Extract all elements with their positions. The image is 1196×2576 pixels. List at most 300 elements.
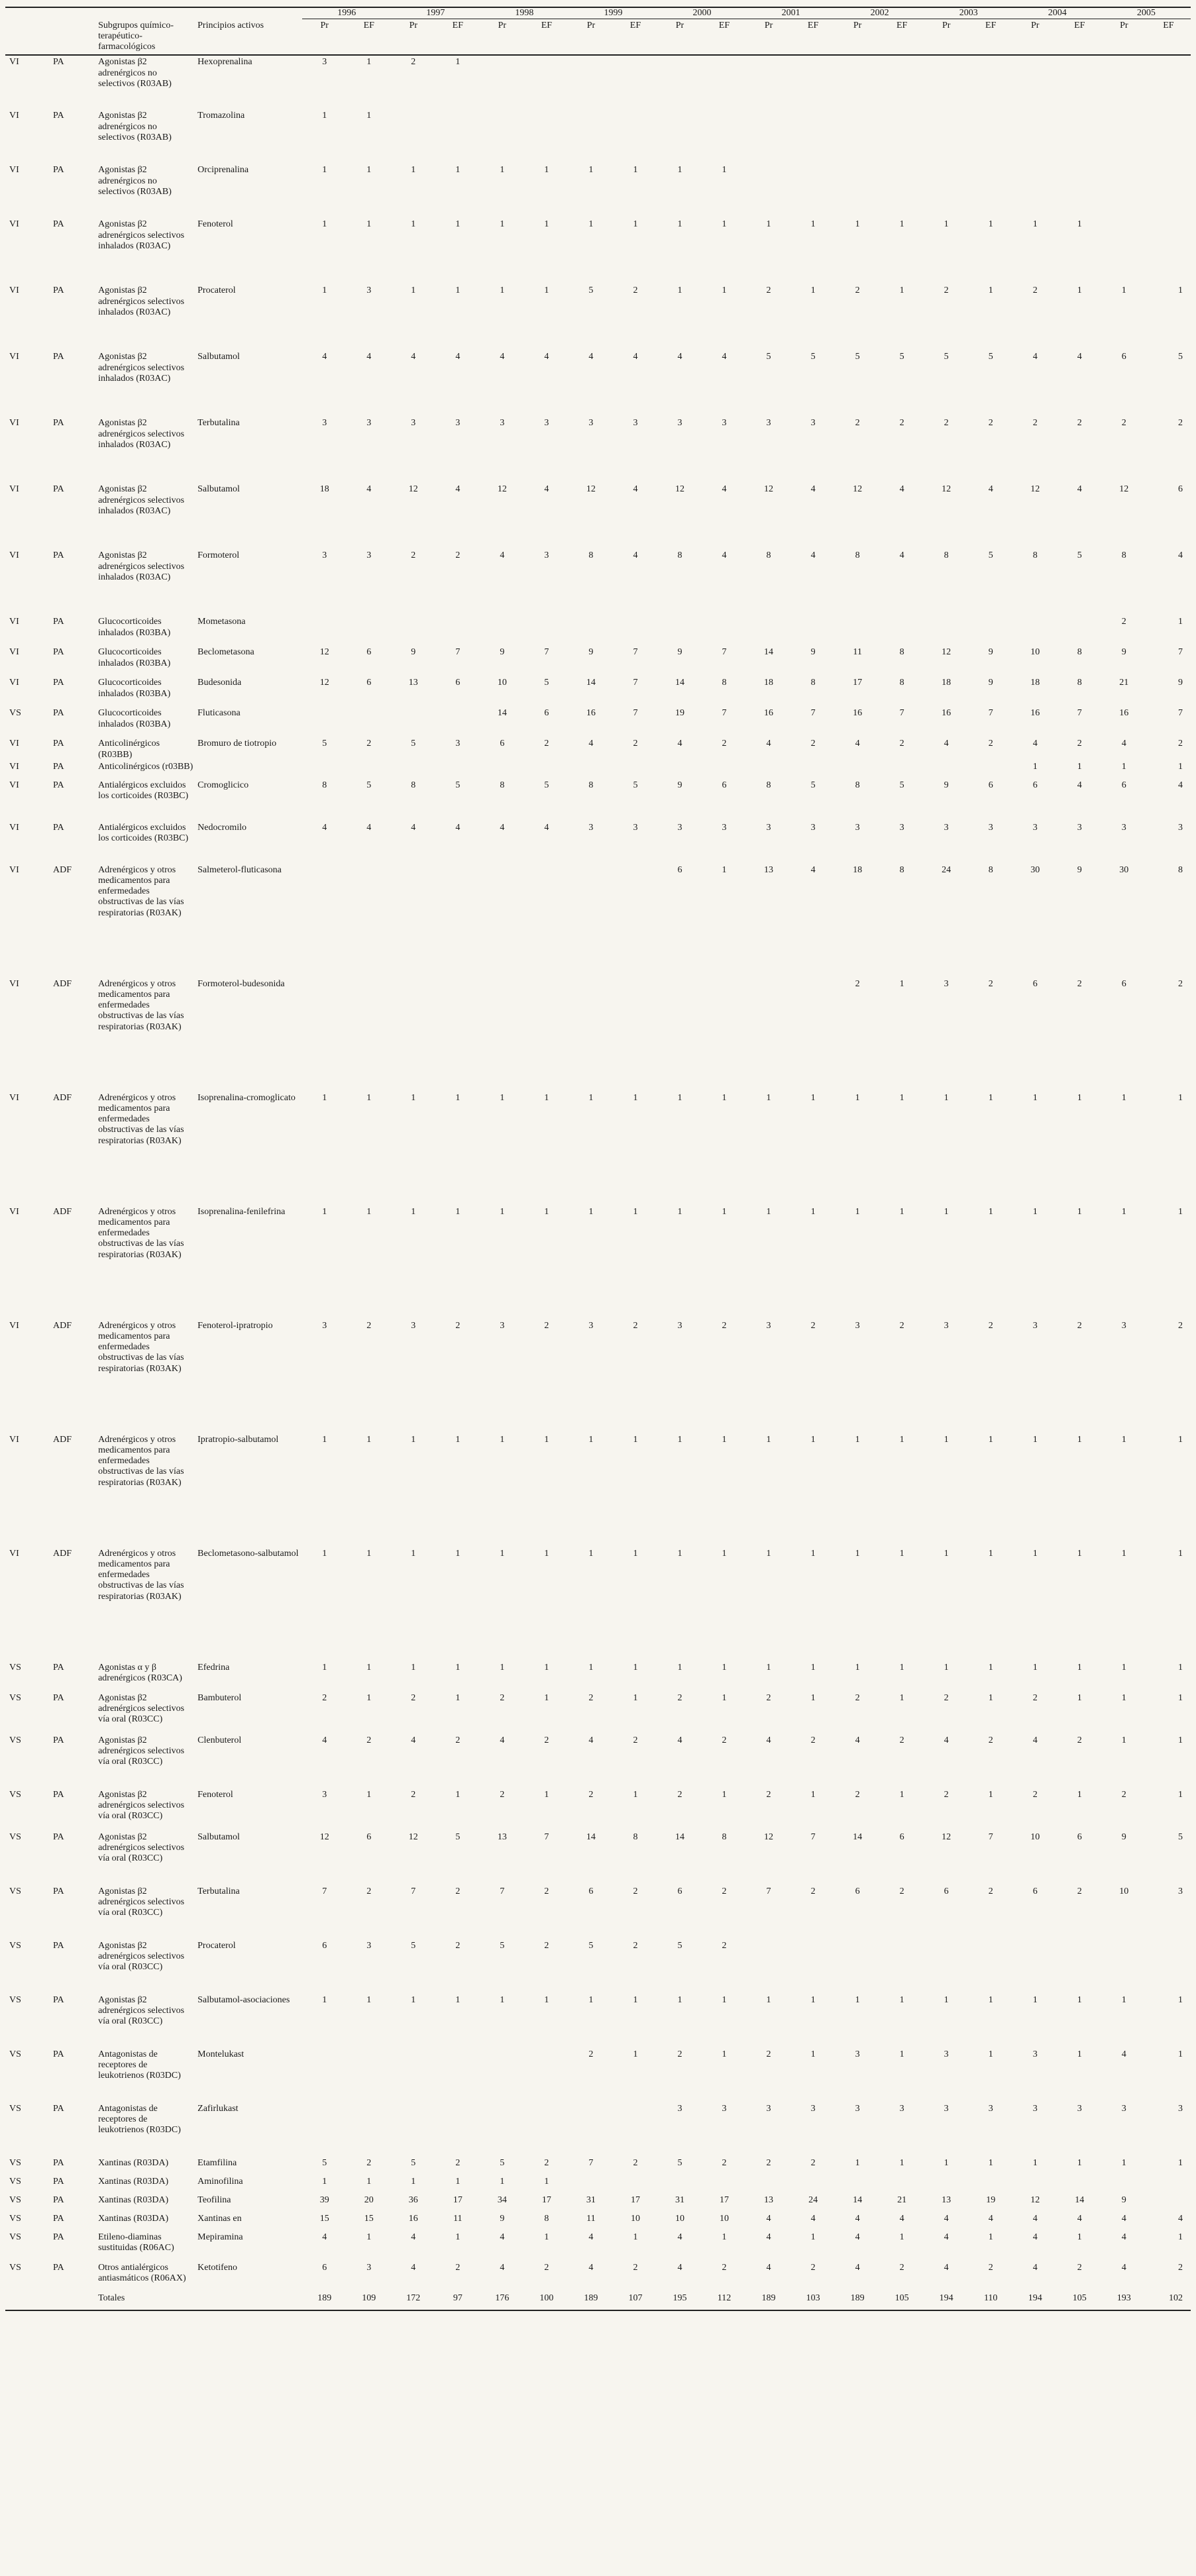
ef-value-cell: 1 xyxy=(544,1092,549,1103)
pr-value-cell: 2 xyxy=(855,418,860,429)
table-row xyxy=(5,1547,1191,1661)
ef-value-cell xyxy=(613,55,657,109)
ef-value-cell xyxy=(969,615,1013,646)
ef-value-cell: 2 xyxy=(722,739,727,749)
pr-value-cell: 9 xyxy=(500,2213,505,2224)
table-row xyxy=(5,2231,1191,2261)
ef-value-cell: 17 xyxy=(453,2194,462,2205)
ef-value-cell: 1 xyxy=(366,2176,372,2187)
pr-value-cell xyxy=(924,1939,969,1994)
ef-value-cell xyxy=(613,2175,657,2194)
pr-value-cell: 1 xyxy=(855,1662,860,1673)
ef-value-cell: 15 xyxy=(364,2213,374,2224)
subgroup-cell: Xantinas (R03DA) xyxy=(98,2176,169,2187)
pr-value-cell: 1 xyxy=(1032,1994,1038,2005)
pr-value-cell: 12 xyxy=(764,1831,774,1842)
subgroup-cell: Adrenérgicos y otros medicamentos para enfermedades obstructivas de las vías respiratorias (R03AK) xyxy=(98,1206,184,1260)
active-ingredient-cell: Mepiramina xyxy=(197,2232,243,2242)
subgroup-cell: Adrenérgicos y otros medicamentos para enfermedades obstructivas de las vías respiratorias (R03AK) xyxy=(98,1434,184,1488)
route-cell: VI xyxy=(9,780,19,790)
pr-value-cell: 1 xyxy=(1121,2157,1126,2168)
ef-value-cell: 1 xyxy=(722,1789,727,1800)
pr-value-cell: 3 xyxy=(322,1320,327,1331)
pr-value-cell: 39 xyxy=(319,2194,329,2205)
ef-value-cell: 1 xyxy=(1178,1206,1183,1217)
table-body xyxy=(5,55,1191,2310)
pr-value-cell: 3 xyxy=(766,418,771,429)
ef-value-cell: 5 xyxy=(1178,1831,1183,1842)
pr-value-cell xyxy=(1013,55,1058,109)
ef-value-cell: 2 xyxy=(988,1735,993,1745)
ef-value-cell: 4 xyxy=(455,822,461,833)
pr-total-cell: 189 xyxy=(569,2292,613,2310)
ef-value-cell xyxy=(435,2048,480,2102)
pr-value-cell: 2 xyxy=(944,418,949,429)
ef-value-cell: 4 xyxy=(1077,484,1082,495)
class-cell: PA xyxy=(53,1940,64,1951)
ef-value-cell: 1 xyxy=(366,1206,372,1217)
active-ingredient-cell: Aminofilina xyxy=(197,2176,243,2187)
pr-value-cell: 5 xyxy=(588,1940,594,1951)
pr-value-cell: 2 xyxy=(411,57,416,68)
pr-value-cell: 9 xyxy=(677,780,682,790)
ef-value-cell: 1 xyxy=(722,2049,727,2059)
pr-value-cell xyxy=(747,109,791,164)
subgroup-cell: Antagonistas de receptores de leukotrienos (R03DC) xyxy=(98,2049,181,2081)
pr-total-cell: 189 xyxy=(836,2292,880,2310)
ef-value-cell: 3 xyxy=(722,2103,727,2114)
subgroup-cell: Xantinas (R03DA) xyxy=(98,2194,169,2205)
ef-value-cell: 1 xyxy=(722,1548,727,1559)
pr-value-cell: 8 xyxy=(1032,550,1038,561)
pr-value-cell: 1 xyxy=(588,1092,594,1103)
pr-value-cell: 7 xyxy=(500,1886,505,1896)
pr-value-cell: 1 xyxy=(1121,761,1126,772)
subgroup-cell: Agonistas β2 adrenérgicos selectivos vía oral (R03CC) xyxy=(98,1692,185,1725)
pr-column-header: Pr xyxy=(569,19,613,56)
route-cell: VS xyxy=(9,2194,21,2205)
pr-value-cell: 3 xyxy=(588,418,594,429)
ef-value-cell: 4 xyxy=(722,550,727,561)
class-cell: ADF xyxy=(53,1320,72,1331)
pr-value-cell: 1 xyxy=(588,1434,594,1445)
ef-value-cell: 2 xyxy=(455,1320,461,1331)
pr-value-cell: 8 xyxy=(500,780,505,790)
pr-value-cell: 14 xyxy=(853,1831,863,1842)
ef-value-cell xyxy=(1146,109,1191,164)
pr-value-cell: 4 xyxy=(855,2213,860,2224)
pr-value-cell xyxy=(569,109,613,164)
ef-value-cell xyxy=(1058,164,1102,218)
route-cell: VS xyxy=(9,1692,21,1703)
ef-value-cell: 7 xyxy=(633,647,638,658)
pr-value-cell: 4 xyxy=(855,1735,860,1745)
pr-value-cell: 3 xyxy=(855,822,860,833)
pr-value-cell: 1 xyxy=(855,1994,860,2005)
ef-value-cell: 2 xyxy=(988,418,993,429)
ef-value-cell xyxy=(347,978,391,1092)
pr-value-cell: 4 xyxy=(411,2232,416,2242)
ef-value-cell: 4 xyxy=(633,352,638,362)
pr-value-cell: 2 xyxy=(500,1789,505,1800)
pr-value-cell: 11 xyxy=(853,647,862,658)
pr-column-header: Pr xyxy=(391,19,435,56)
subgroup-cell: Glucocorticoides inhalados (R03BA) xyxy=(98,708,171,729)
ef-value-cell: 21 xyxy=(897,2194,907,2205)
ef-value-cell: 5 xyxy=(1077,550,1082,561)
pr-value-cell xyxy=(480,55,524,109)
pr-value-cell: 36 xyxy=(408,2194,418,2205)
ef-value-cell: 9 xyxy=(1077,864,1082,875)
ef-value-cell: 1 xyxy=(899,1692,904,1703)
pr-value-cell xyxy=(836,164,880,218)
ef-value-cell: 3 xyxy=(366,285,372,296)
ef-value-cell: 20 xyxy=(364,2194,374,2205)
route-cell: VI xyxy=(9,822,19,833)
pr-value-cell xyxy=(480,2102,524,2157)
pr-value-cell: 13 xyxy=(408,678,418,688)
route-cell: VS xyxy=(9,2262,21,2273)
active-ingredient-cell: Cromoglicico xyxy=(197,780,249,790)
ef-value-cell: 8 xyxy=(722,678,727,688)
pr-value-cell: 2 xyxy=(677,1692,682,1703)
pr-value-cell: 2 xyxy=(1032,418,1038,429)
pr-total-cell: 172 xyxy=(391,2292,435,2310)
pr-column-header: Pr xyxy=(836,19,880,56)
pr-value-cell: 4 xyxy=(677,2232,682,2242)
ef-value-cell: 1 xyxy=(455,1789,461,1800)
pr-value-cell: 1 xyxy=(944,219,949,230)
ef-value-cell xyxy=(613,760,657,779)
pr-value-cell: 13 xyxy=(764,864,774,875)
pr-value-cell: 1 xyxy=(322,165,327,176)
ef-value-cell: 2 xyxy=(1077,418,1082,429)
subgroup-cell: Agonistas β2 adrenérgicos no selectivos (R03AB) xyxy=(98,165,172,197)
subgroup-cell: Adrenérgicos y otros medicamentos para enfermedades obstructivas de las vías respiratorias (R03AK) xyxy=(98,1320,184,1374)
ef-value-cell: 17 xyxy=(541,2194,551,2205)
pr-total-cell: 194 xyxy=(924,2292,969,2310)
pr-value-cell: 4 xyxy=(411,2262,416,2273)
pr-value-cell: 1 xyxy=(1032,1662,1038,1673)
class-cell: ADF xyxy=(53,1206,72,1217)
pr-value-cell: 34 xyxy=(497,2194,507,2205)
pr-value-cell: 5 xyxy=(588,285,594,296)
ef-value-cell xyxy=(613,864,657,978)
ef-value-cell: 1 xyxy=(899,219,904,230)
ef-value-cell: 1 xyxy=(633,219,638,230)
ef-value-cell: 2 xyxy=(1178,1320,1183,1331)
empty-header-cell xyxy=(5,7,48,19)
ef-value-cell: 2 xyxy=(810,739,816,749)
pr-value-cell: 21 xyxy=(1119,678,1129,688)
pr-value-cell: 12 xyxy=(319,678,329,688)
ef-value-cell: 3 xyxy=(633,418,638,429)
pr-value-cell: 4 xyxy=(588,2262,594,2273)
ef-value-cell: 4 xyxy=(544,352,549,362)
pr-value-cell: 1 xyxy=(1032,1548,1038,1559)
ef-value-cell: 5 xyxy=(544,780,549,790)
pr-value-cell xyxy=(391,2048,435,2102)
ef-value-cell: 4 xyxy=(810,550,816,561)
ef-value-cell xyxy=(1146,164,1191,218)
ef-value-cell xyxy=(1058,55,1102,109)
pr-value-cell: 4 xyxy=(944,2213,949,2224)
pr-value-cell xyxy=(747,978,791,1092)
ef-value-cell: 1 xyxy=(633,2232,638,2242)
ef-value-cell xyxy=(347,2102,391,2157)
pr-value-cell xyxy=(924,2175,969,2194)
pr-value-cell: 4 xyxy=(1032,1735,1038,1745)
pr-value-cell: 4 xyxy=(588,2232,594,2242)
pr-value-cell: 12 xyxy=(853,484,863,495)
route-cell: VI xyxy=(9,57,19,68)
ef-value-cell: 2 xyxy=(722,1320,727,1331)
ef-value-cell: 1 xyxy=(544,1206,549,1217)
pr-total-cell: 189 xyxy=(747,2292,791,2310)
pr-value-cell: 4 xyxy=(322,1735,327,1745)
pr-value-cell xyxy=(569,55,613,109)
table-row xyxy=(5,779,1191,821)
table-row xyxy=(5,417,1191,483)
pr-value-cell: 16 xyxy=(1119,708,1129,719)
ef-value-cell: 6 xyxy=(544,708,549,719)
year-header-2003: 2003 xyxy=(924,7,1013,19)
pr-value-cell: 9 xyxy=(1121,1831,1126,1842)
ef-value-cell xyxy=(880,760,924,779)
ef-value-cell: 4 xyxy=(810,864,816,875)
pr-value-cell: 4 xyxy=(855,2232,860,2242)
pr-value-cell: 12 xyxy=(942,647,951,658)
ef-value-cell: 1 xyxy=(455,2232,461,2242)
pr-value-cell: 1 xyxy=(1032,1092,1038,1103)
ef-value-cell: 2 xyxy=(1077,1320,1082,1331)
active-ingredient-cell: Fenoterol xyxy=(197,1789,233,1800)
pr-value-cell: 1 xyxy=(855,1092,860,1103)
ef-value-cell: 6 xyxy=(366,1831,372,1842)
ef-value-cell xyxy=(524,760,569,779)
ef-value-cell: 1 xyxy=(455,1662,461,1673)
pr-value-cell xyxy=(302,707,347,737)
pr-value-cell: 16 xyxy=(942,708,951,719)
ef-value-cell xyxy=(347,760,391,779)
ef-value-cell: 10 xyxy=(720,2213,730,2224)
subgroup-cell: Agonistas β2 adrenérgicos selectivos vía oral (R03CC) xyxy=(98,1831,185,1864)
ef-value-cell: 19 xyxy=(986,2194,996,2205)
pr-value-cell: 2 xyxy=(855,1692,860,1703)
pr-value-cell: 1 xyxy=(1121,1692,1126,1703)
pr-value-cell xyxy=(302,760,347,779)
pr-value-cell: 12 xyxy=(1119,484,1129,495)
ef-value-cell: 1 xyxy=(899,1789,904,1800)
route-cell: VS xyxy=(9,2103,21,2114)
route-cell: VI xyxy=(9,219,19,230)
ef-value-cell: 1 xyxy=(455,285,461,296)
pr-value-cell: 12 xyxy=(408,484,418,495)
pr-value-cell: 1 xyxy=(411,285,416,296)
route-cell: VI xyxy=(9,739,19,749)
pr-value-cell xyxy=(657,760,702,779)
ef-value-cell xyxy=(1058,615,1102,646)
ef-value-cell: 1 xyxy=(810,1434,816,1445)
pr-value-cell xyxy=(657,978,702,1092)
route-cell: VI xyxy=(9,761,19,772)
pr-value-cell: 5 xyxy=(500,1940,505,1951)
ef-value-cell: 3 xyxy=(366,550,372,561)
route-cell: VS xyxy=(9,1789,21,1800)
ef-value-cell: 1 xyxy=(455,1092,461,1103)
pr-value-cell: 1 xyxy=(500,1994,505,2005)
pr-value-cell: 4 xyxy=(677,739,682,749)
pr-value-cell: 1 xyxy=(1121,285,1126,296)
table-row xyxy=(5,1788,1191,1831)
class-cell: PA xyxy=(53,1831,64,1842)
route-cell: VS xyxy=(9,2176,21,2187)
class-cell: PA xyxy=(53,418,64,429)
pr-value-cell: 14 xyxy=(586,678,596,688)
ef-value-cell: 1 xyxy=(1178,1548,1183,1559)
ef-value-cell: 10 xyxy=(630,2213,640,2224)
pr-value-cell: 4 xyxy=(855,739,860,749)
ef-total-cell: 107 xyxy=(613,2292,657,2310)
pr-value-cell: 1 xyxy=(1121,1434,1126,1445)
ef-value-cell xyxy=(1058,1939,1102,1994)
pr-value-cell: 14 xyxy=(675,1831,684,1842)
pr-value-cell xyxy=(657,2175,702,2194)
subgroup-cell: Adrenérgicos y otros medicamentos para enfermedades obstructivas de las vías respiratorias (R03AK) xyxy=(98,864,184,918)
pr-value-cell xyxy=(1102,2175,1146,2194)
ef-value-cell: 1 xyxy=(899,2049,904,2059)
pr-value-cell xyxy=(302,2102,347,2157)
pr-value-cell: 6 xyxy=(1032,978,1038,989)
ef-value-cell: 1 xyxy=(1077,285,1082,296)
ef-value-cell: 1 xyxy=(899,1434,904,1445)
ef-value-cell: 1 xyxy=(544,1994,549,2005)
pr-value-cell: 4 xyxy=(322,352,327,362)
pr-column-header: Pr xyxy=(924,19,969,56)
pr-value-cell xyxy=(391,109,435,164)
ef-value-cell xyxy=(435,978,480,1092)
ef-value-cell xyxy=(347,2048,391,2102)
ef-value-cell: 2 xyxy=(1178,418,1183,429)
ef-column-header: EF xyxy=(1058,19,1102,56)
table-row xyxy=(5,646,1191,676)
ef-value-cell: 1 xyxy=(544,1789,549,1800)
route-cell: VI xyxy=(9,978,19,989)
ef-value-cell: 1 xyxy=(366,111,372,121)
ef-value-cell: 1 xyxy=(988,2049,993,2059)
ef-total-cell: 105 xyxy=(880,2292,924,2310)
table-row xyxy=(5,218,1191,284)
ef-value-cell: 7 xyxy=(899,708,904,719)
ef-value-cell: 1 xyxy=(722,1092,727,1103)
pr-value-cell: 10 xyxy=(1030,1831,1040,1842)
ef-value-cell: 2 xyxy=(633,1886,638,1896)
subgroup-cell: Xantinas (R03DA) xyxy=(98,2213,169,2224)
pr-value-cell: 2 xyxy=(944,285,949,296)
ef-value-cell: 1 xyxy=(1077,1092,1082,1103)
pr-value-cell: 16 xyxy=(586,708,596,719)
ef-value-cell: 2 xyxy=(544,1735,549,1745)
pr-value-cell: 16 xyxy=(853,708,863,719)
ef-value-cell: 2 xyxy=(899,2262,904,2273)
ef-value-cell: 3 xyxy=(810,822,816,833)
ef-value-cell: 2 xyxy=(1077,1735,1082,1745)
ef-value-cell: 1 xyxy=(1077,2232,1082,2242)
ef-value-cell: 2 xyxy=(633,1735,638,1745)
active-ingredient-cell: Xantinas en xyxy=(197,2213,242,2224)
pr-value-cell xyxy=(1013,109,1058,164)
ef-value-cell: 1 xyxy=(899,1206,904,1217)
pr-value-cell: 3 xyxy=(677,822,682,833)
pr-value-cell: 1 xyxy=(766,1994,771,2005)
pr-value-cell: 1 xyxy=(1121,1735,1126,1745)
pr-value-cell: 1 xyxy=(500,1206,505,1217)
ef-value-cell: 2 xyxy=(366,1886,372,1896)
ef-value-cell: 7 xyxy=(810,708,816,719)
pr-value-cell: 12 xyxy=(764,484,774,495)
pr-value-cell: 4 xyxy=(1121,2049,1126,2059)
ef-value-cell: 4 xyxy=(722,484,727,495)
table-row xyxy=(5,549,1191,615)
pr-value-cell: 4 xyxy=(855,2262,860,2273)
ef-value-cell: 1 xyxy=(722,1662,727,1673)
ef-value-cell: 14 xyxy=(1075,2194,1085,2205)
ef-value-cell: 1 xyxy=(544,2176,549,2187)
ef-column-header: EF xyxy=(791,19,836,56)
pr-value-cell: 8 xyxy=(588,550,594,561)
table-row xyxy=(5,1319,1191,1433)
pr-value-cell: 10 xyxy=(1119,1886,1129,1896)
ef-value-cell xyxy=(791,109,836,164)
ef-value-cell: 1 xyxy=(544,285,549,296)
ef-value-cell: 2 xyxy=(455,1940,461,1951)
ef-value-cell: 1 xyxy=(988,1092,993,1103)
ef-value-cell: 3 xyxy=(722,418,727,429)
pr-value-cell xyxy=(391,707,435,737)
route-cell: VI xyxy=(9,1092,19,1103)
ef-value-cell: 7 xyxy=(988,708,993,719)
table-row xyxy=(5,2194,1191,2212)
pr-column-header: Pr xyxy=(1013,19,1058,56)
ef-value-cell: 1 xyxy=(544,219,549,230)
ef-value-cell: 1 xyxy=(810,285,816,296)
route-cell: VI xyxy=(9,550,19,561)
ef-value-cell: 5 xyxy=(810,780,816,790)
ef-value-cell xyxy=(435,2102,480,2157)
ef-value-cell: 1 xyxy=(899,2157,904,2168)
table-row xyxy=(5,707,1191,737)
route-cell: VI xyxy=(9,1548,19,1559)
ef-value-cell: 1 xyxy=(366,2232,372,2242)
pr-value-cell: 2 xyxy=(1032,1692,1038,1703)
pr-value-cell: 2 xyxy=(1121,1789,1126,1800)
pr-value-cell: 3 xyxy=(944,822,949,833)
table-row xyxy=(5,1092,1191,1206)
pr-value-cell: 6 xyxy=(1121,978,1126,989)
ef-value-cell xyxy=(791,1939,836,1994)
subgroup-cell: Anticolinérgicos (R03BB) xyxy=(98,739,160,760)
pr-value-cell: 2 xyxy=(766,2157,771,2168)
ef-value-cell: 11 xyxy=(453,2213,462,2224)
table-row xyxy=(5,1734,1191,1788)
pr-value-cell: 1 xyxy=(1121,1092,1126,1103)
pr-value-cell: 12 xyxy=(319,647,329,658)
pr-value-cell: 18 xyxy=(942,678,951,688)
ef-value-cell: 9 xyxy=(810,647,816,658)
table-row xyxy=(5,2048,1191,2102)
pr-value-cell: 2 xyxy=(500,1692,505,1703)
ef-value-cell: 1 xyxy=(366,1548,372,1559)
